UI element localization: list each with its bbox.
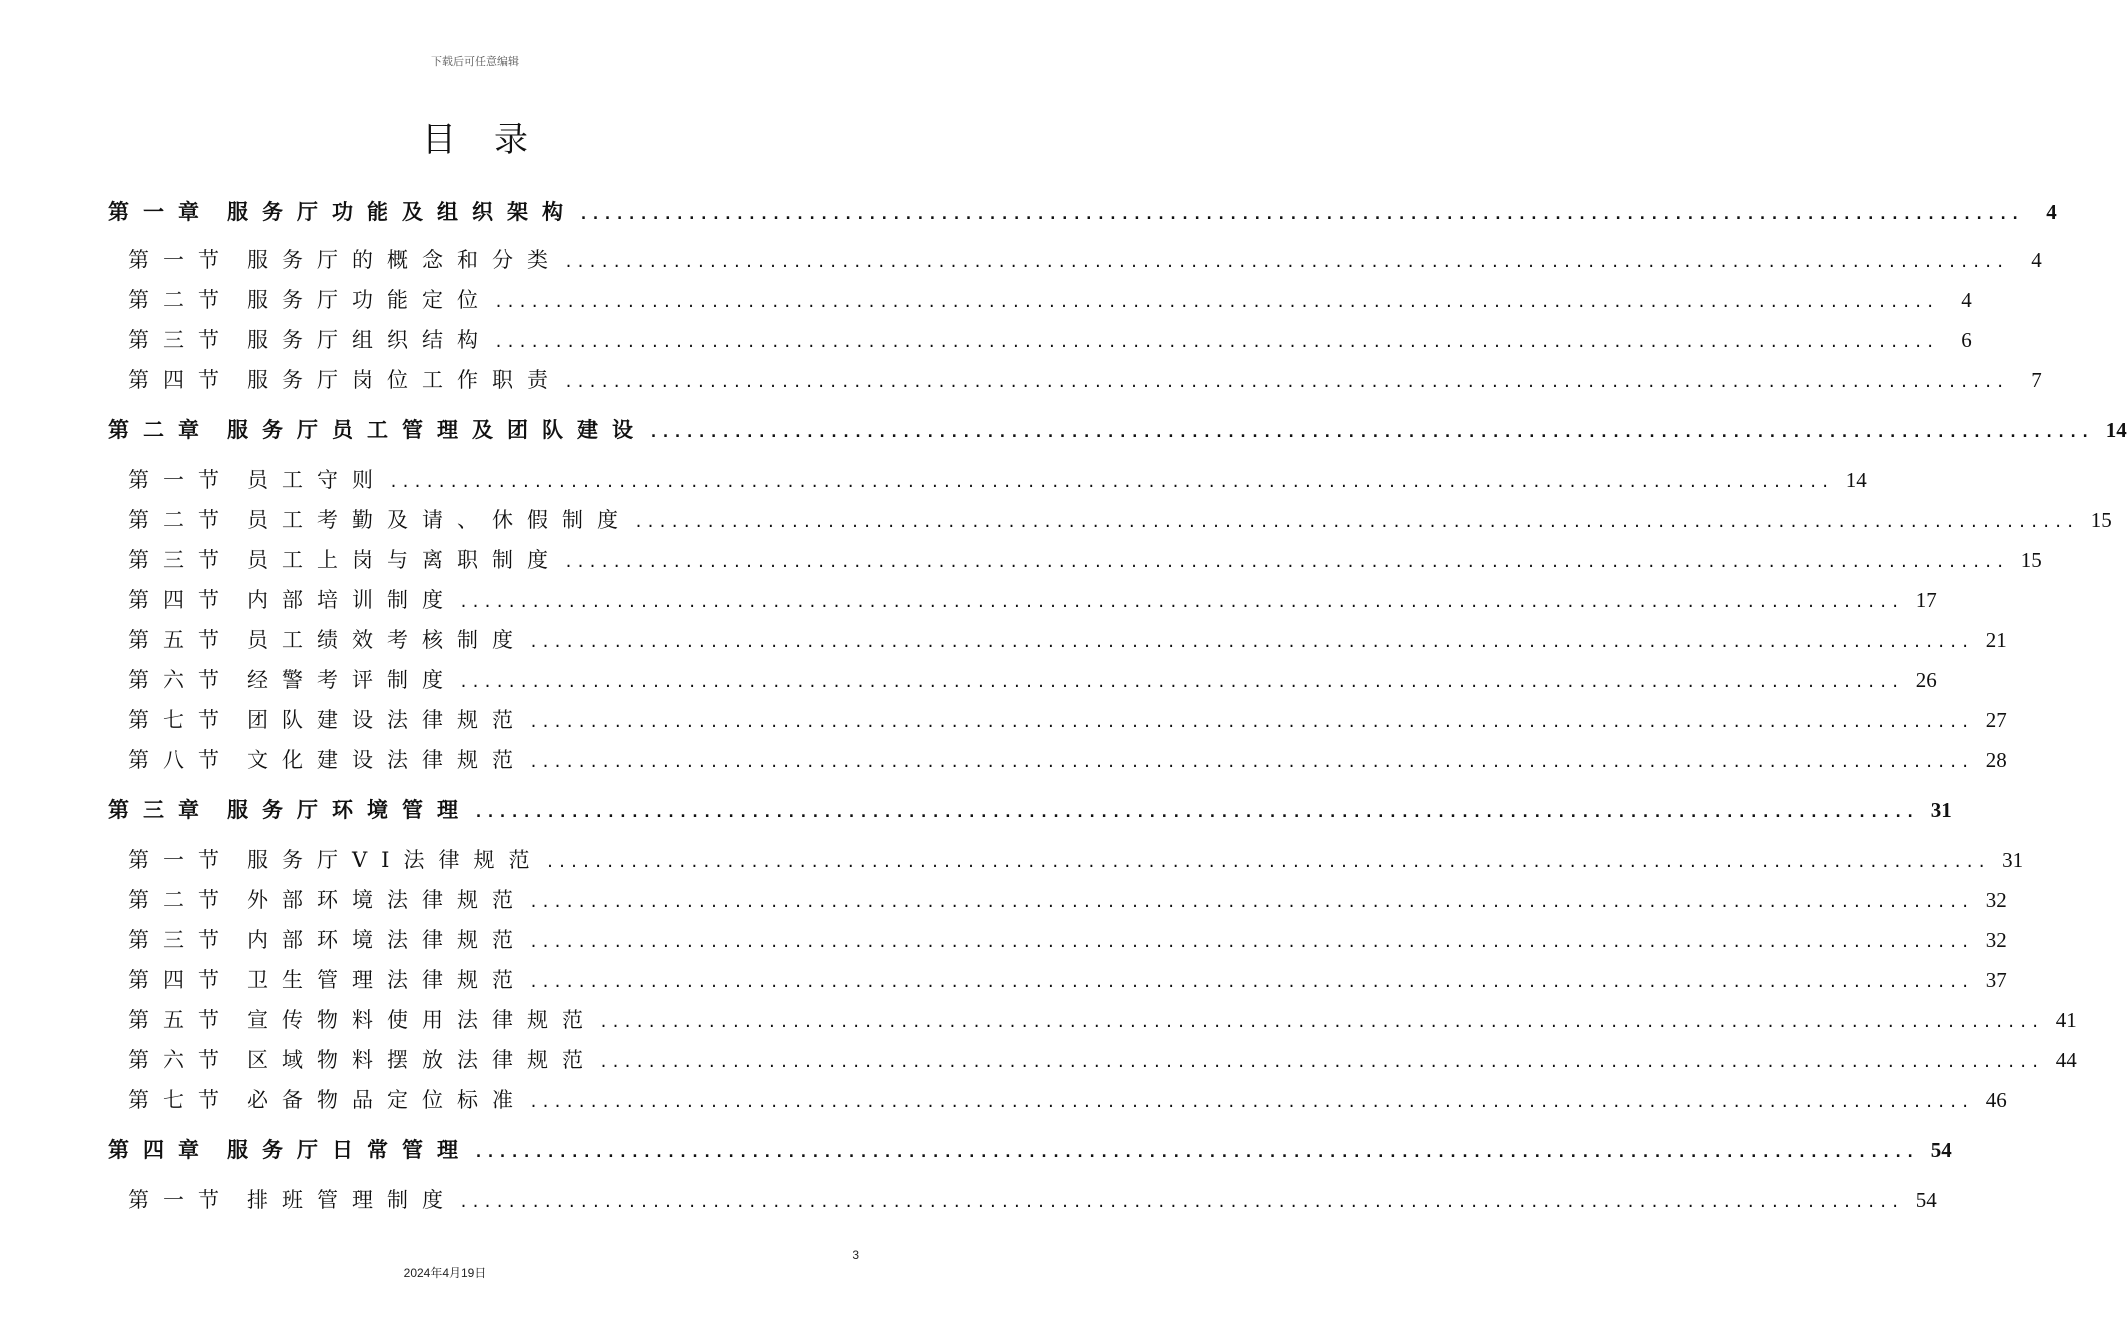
toc-section-row[interactable]: [128, 584, 1937, 614]
toc-label: 第一章: [108, 199, 213, 224]
toc-section-row[interactable]: [128, 744, 2007, 774]
toc-label: 第四节: [128, 588, 233, 612]
toc-page-number: 32: [1985, 928, 2007, 952]
toc-section-row[interactable]: [128, 624, 2007, 654]
toc-leader-dots: ........................................................................................................................: [459, 593, 1903, 611]
toc-leader-dots: ........................................................................................................................: [529, 893, 1973, 911]
toc-title: 服务厅日常管理: [227, 1137, 472, 1162]
toc-leader-dots: ........................................................................................................................: [474, 1143, 1918, 1161]
toc-page-number: 46: [1985, 1088, 2007, 1112]
toc-title: 服务厅的概念和分类: [247, 248, 562, 272]
page-title: 目录: [422, 120, 566, 160]
toc-page-number: 31: [1930, 798, 1952, 822]
toc-section-row[interactable]: [128, 1184, 1937, 1214]
toc-label: 第八节: [128, 748, 233, 772]
toc-page-number: 44: [2055, 1048, 2077, 1072]
toc-title: 宣传物料使用法律规范: [247, 1008, 597, 1032]
toc-label: 第二节: [128, 288, 233, 312]
toc-chapter-row[interactable]: [108, 196, 2057, 226]
toc-label: 第一节: [128, 848, 233, 872]
toc-title: 服务厅功能及组织架构: [227, 199, 577, 224]
toc-chapter-row[interactable]: [108, 1134, 1952, 1164]
toc-page-number: 15: [2090, 508, 2112, 532]
toc-leader-dots: ........................................................................................................................: [529, 933, 1973, 951]
toc-section-row[interactable]: [128, 284, 1972, 314]
toc-label: 第五节: [128, 1008, 233, 1032]
toc-chapter-row[interactable]: [108, 414, 2127, 444]
toc-title: 经警考评制度: [247, 668, 457, 692]
toc-title: 服务厅环境管理: [227, 797, 472, 822]
toc-section-row[interactable]: [128, 844, 2024, 874]
toc-label: 第一节: [128, 1188, 233, 1212]
toc-page-number: 37: [1985, 968, 2007, 992]
toc-leader-dots: ........................................................................................................................: [545, 853, 1990, 871]
toc-page-number: 14: [1845, 468, 1867, 492]
toc-title: 服务厅组织结构: [247, 328, 492, 352]
toc-title: 服务厅功能定位: [247, 288, 492, 312]
toc-page-number: 41: [2055, 1008, 2077, 1032]
toc-leader-dots: ........................................................................................................................: [494, 333, 1938, 351]
footer-date: 2024年4月19日: [403, 1266, 487, 1280]
toc-leader-dots: ........................................................................................................................: [474, 803, 1918, 821]
toc-leader-dots: ........................................................................................................................: [529, 1093, 1973, 1111]
toc-title: 卫生管理法律规范: [247, 968, 527, 992]
toc-title: 排班管理制度: [247, 1188, 457, 1212]
toc-label: 第二节: [128, 888, 233, 912]
toc-title: 员工守则: [247, 468, 387, 492]
toc-page-number: 54: [1915, 1188, 1937, 1212]
toc-title: 团队建设法律规范: [247, 708, 527, 732]
toc-leader-dots: ........................................................................................................................: [634, 513, 2078, 531]
toc-page-number: 6: [1961, 328, 1972, 352]
toc-page-number: 4: [2046, 200, 2057, 224]
toc-leader-dots: ........................................................................................................................: [389, 473, 1833, 491]
toc-title: 内部环境法律规范: [247, 928, 527, 952]
toc-leader-dots: ........................................................................................................................: [529, 633, 1973, 651]
toc-leader-dots: ........................................................................................................................: [529, 753, 1973, 771]
toc-leader-dots: ........................................................................................................................: [564, 253, 2008, 271]
toc-label: 第三节: [128, 328, 233, 352]
toc-label: 第四节: [128, 968, 233, 992]
toc-leader-dots: ........................................................................................................................: [564, 373, 2008, 391]
toc-label: 第二章: [108, 417, 213, 442]
toc-label: 第四节: [128, 368, 233, 392]
toc-leader-dots: ........................................................................................................................: [494, 293, 1938, 311]
toc-page-number: 32: [1985, 888, 2007, 912]
toc-leader-dots: ........................................................................................................................: [564, 553, 2008, 571]
toc-section-row[interactable]: [128, 464, 1867, 494]
toc-title: 员工上岗与离职制度: [247, 548, 562, 572]
toc-section-row[interactable]: [128, 704, 2007, 734]
toc-title: 外部环境法律规范: [247, 888, 527, 912]
toc-label: 第七节: [128, 1088, 233, 1112]
toc-page-number: 27: [1985, 708, 2007, 732]
toc-section-row[interactable]: [128, 364, 2042, 394]
toc-label: 第一节: [128, 468, 233, 492]
toc-page-number: 21: [1985, 628, 2007, 652]
page-number: 3: [852, 1248, 859, 1262]
toc-label: 第三节: [128, 548, 233, 572]
toc-title: 服务厅员工管理及团队建设: [227, 417, 647, 442]
toc-leader-dots: ........................................................................................................................: [649, 423, 2093, 441]
toc-chapter-row[interactable]: [108, 794, 1952, 824]
toc-page-number: 7: [2031, 368, 2042, 392]
toc-label: 第三节: [128, 928, 233, 952]
toc-title: 区域物料摆放法律规范: [247, 1048, 597, 1072]
toc-label: 第六节: [128, 1048, 233, 1072]
toc-label: 第三章: [108, 797, 213, 822]
toc-leader-dots: ........................................................................................................................: [579, 205, 2023, 223]
toc-page-number: 4: [2031, 248, 2042, 272]
toc-section-row[interactable]: [128, 1044, 2077, 1074]
toc-page-number: 26: [1915, 668, 1937, 692]
toc-page-number: 31: [2002, 848, 2024, 872]
toc-label: 第七节: [128, 708, 233, 732]
toc-title: 员工绩效考核制度: [247, 628, 527, 652]
toc-title: 内部培训制度: [247, 588, 457, 612]
toc-page-number: 17: [1915, 588, 1937, 612]
toc-section-row[interactable]: [128, 924, 2007, 954]
toc-page-number: 28: [1985, 748, 2007, 772]
toc-title: 员工考勤及请、休假制度: [247, 508, 632, 532]
toc-section-row[interactable]: [128, 1084, 2007, 1114]
toc-page-number: 4: [1961, 288, 1972, 312]
toc-title: 服务厅岗位工作职责: [247, 368, 562, 392]
toc-label: 第四章: [108, 1137, 213, 1162]
toc-section-row[interactable]: [128, 964, 2007, 994]
toc-section-row[interactable]: [128, 504, 2112, 534]
toc-section-row[interactable]: [128, 324, 1972, 354]
toc-label: 第二节: [128, 508, 233, 532]
toc-label: 第六节: [128, 668, 233, 692]
toc-page-number: 15: [2020, 548, 2042, 572]
toc-label: 第一节: [128, 248, 233, 272]
toc-label: 第五节: [128, 628, 233, 652]
toc-title: 文化建设法律规范: [247, 748, 527, 772]
toc-leader-dots: ........................................................................................................................: [529, 973, 1973, 991]
toc-section-row[interactable]: [128, 664, 1937, 694]
toc-title: 服务厅VI法律规范: [247, 848, 544, 872]
toc-leader-dots: ........................................................................................................................: [599, 1013, 2043, 1031]
toc-section-row[interactable]: [128, 244, 2042, 274]
toc-leader-dots: ........................................................................................................................: [459, 673, 1903, 691]
toc-leader-dots: ........................................................................................................................: [529, 713, 1973, 731]
toc-page-number: 14: [2105, 418, 2127, 442]
toc-section-row[interactable]: [128, 1004, 2077, 1034]
toc-leader-dots: ........................................................................................................................: [599, 1053, 2043, 1071]
toc-section-row[interactable]: [128, 884, 2007, 914]
toc-title: 必备物品定位标准: [247, 1088, 527, 1112]
header-note: 下载后可任意编辑: [431, 55, 519, 68]
toc-section-row[interactable]: [128, 544, 2042, 574]
toc-page-number: 54: [1930, 1138, 1952, 1162]
toc-leader-dots: ........................................................................................................................: [459, 1193, 1903, 1211]
